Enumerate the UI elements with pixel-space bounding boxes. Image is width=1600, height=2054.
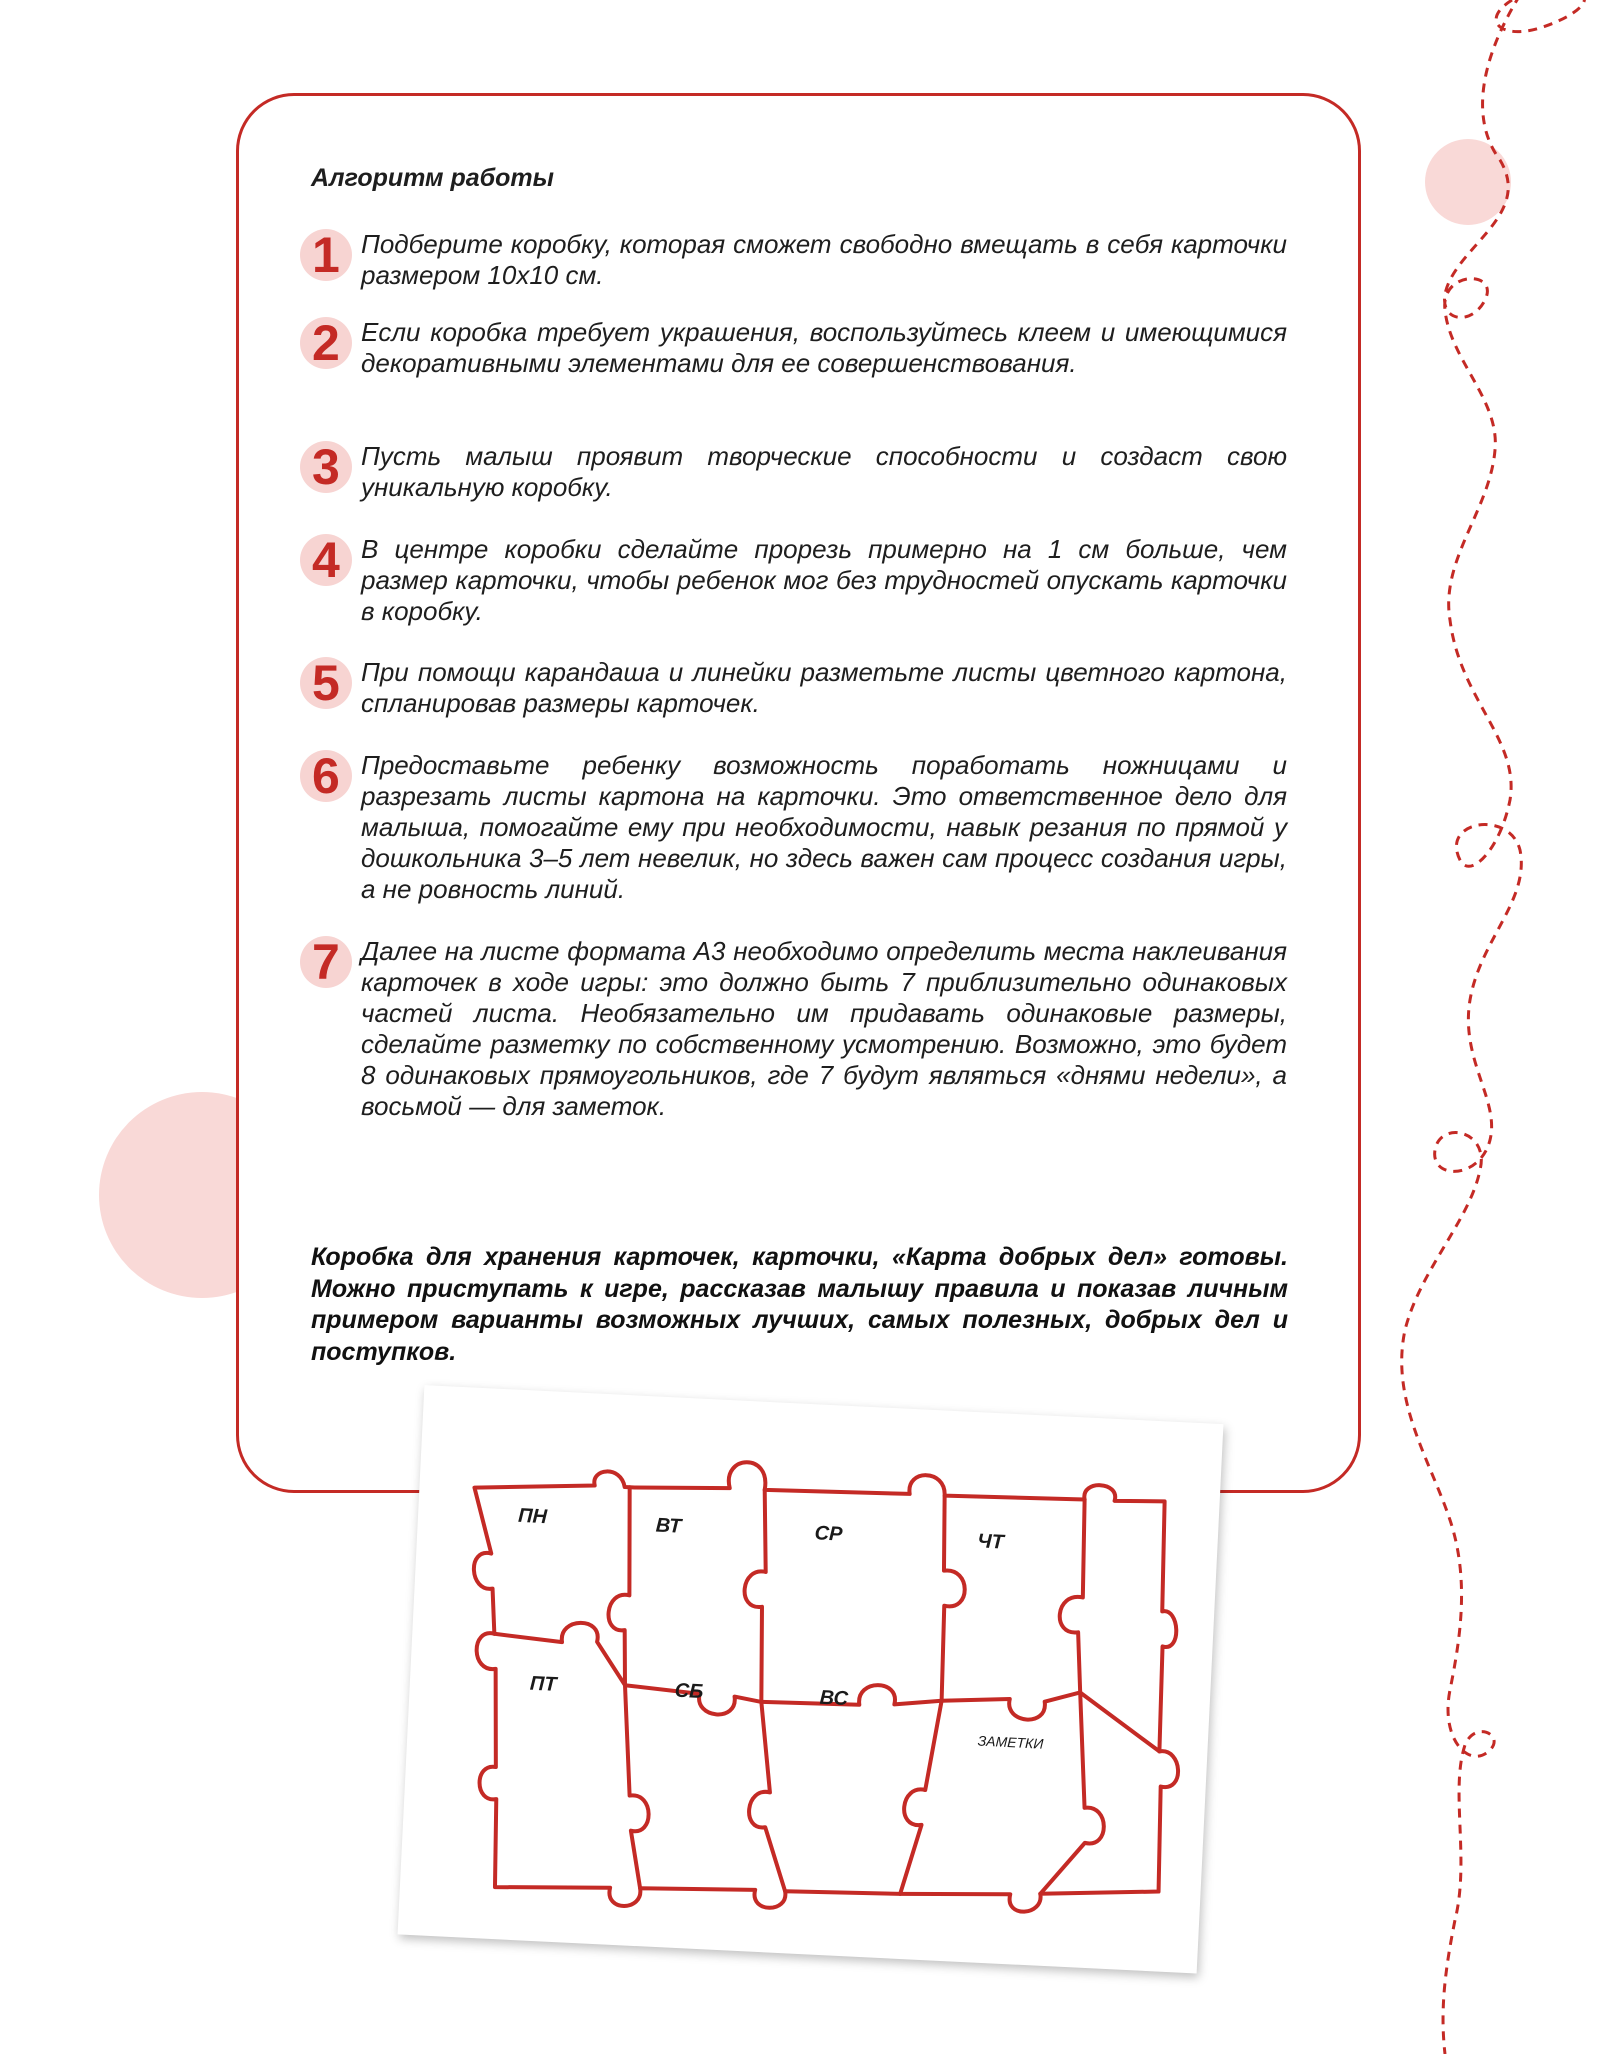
- day-label-mon: ПН: [517, 1504, 548, 1529]
- step-number-badge: 7: [300, 936, 352, 988]
- decor-circle-small: [1425, 139, 1511, 225]
- step-number-badge: 3: [300, 441, 352, 493]
- step-text: Если коробка требует украшения, воспользуйтесь клеем и имеющимися декоративными элементами для ее совершенствования.: [361, 317, 1287, 378]
- step-text: При помощи карандаша и линейки разметьте листы цветного картона, спланировав размеры карточек.: [361, 657, 1287, 718]
- step-4: [300, 534, 1290, 634]
- day-label-fri: ПТ: [529, 1672, 558, 1696]
- step-text: Подберите коробку, которая сможет свободно вмещать в себя карточки размером 10х10 см.: [361, 229, 1287, 290]
- day-label-thu: ЧТ: [976, 1530, 1005, 1554]
- day-label-tue: ВТ: [655, 1514, 682, 1538]
- day-label-sun: ВС: [819, 1686, 849, 1711]
- puzzle-seam-v2: [730, 1489, 805, 1891]
- step-number-badge: 5: [300, 657, 352, 709]
- dashed-thread: [1402, 0, 1585, 2054]
- puzzle-outline: [398, 1385, 1224, 1973]
- puzzle-sheet: [398, 1385, 1224, 1973]
- notes-label: ЗАМЕТКИ: [977, 1732, 1044, 1752]
- step-text: Предоставьте ребенку возможность поработать ножницами и разрезать листы картона на карточки. Это ответственное дело для малыша, помогайте ему при необходимости, навык резания по прямой у дошкольника 3–5 лет невелик, но здесь важен сам процесс создания игры, а не ровность линий.: [361, 750, 1287, 904]
- day-label-sat: СБ: [674, 1679, 704, 1704]
- step-number-badge: 4: [300, 534, 352, 586]
- step-5: [300, 657, 1290, 727]
- step-text: Далее на листе формата А3 необходимо определить места наклеивания карточек в ходе игры: это должно быть 7 приблизительно одинаковых частей листа. Необязательно им придавать одинаковые размеры, сделайте разметку по собственному усмотрению. Возможно, это будет 8 одинаковых прямоугольников, где 7 будут являться «днями недели», а восьмой — для заметок.: [361, 936, 1287, 1121]
- step-3: [300, 441, 1290, 511]
- step-number-badge: 1: [300, 229, 352, 281]
- puzzle-sheet-illustration: [397, 1385, 1254, 1995]
- day-label-wed: СР: [814, 1522, 843, 1546]
- step-7: [300, 936, 1290, 1156]
- step-number-badge: 2: [300, 317, 352, 369]
- step-1: [300, 229, 1290, 299]
- step-6: [300, 750, 1290, 910]
- summary-text: Коробка для хранения карточек, карточки, «Карта добрых дел» готовы. Можно приступать к игре, рассказав малышу правила и показав личным примером варианты возможных лучших, самых полезных, добрых дел и поступков.: [311, 1243, 1288, 1366]
- step-number-badge: 6: [300, 750, 352, 802]
- puzzle-seam-v3: [900, 1494, 969, 1896]
- puzzle-seam-v4: [1040, 1498, 1119, 1896]
- step-text: Пусть малыш проявит творческие способности и создаст свою уникальную коробку.: [361, 441, 1287, 502]
- puzzle-seam-h: [490, 1619, 1164, 1752]
- step-2: [300, 317, 1290, 417]
- step-text: В центре коробки сделайте прорезь примерно на 1 см больше, чем размер карточки, чтобы ребенок мог без трудностей опускать карточки в коробку.: [361, 534, 1287, 626]
- page-title: Алгоритм работы: [311, 164, 554, 192]
